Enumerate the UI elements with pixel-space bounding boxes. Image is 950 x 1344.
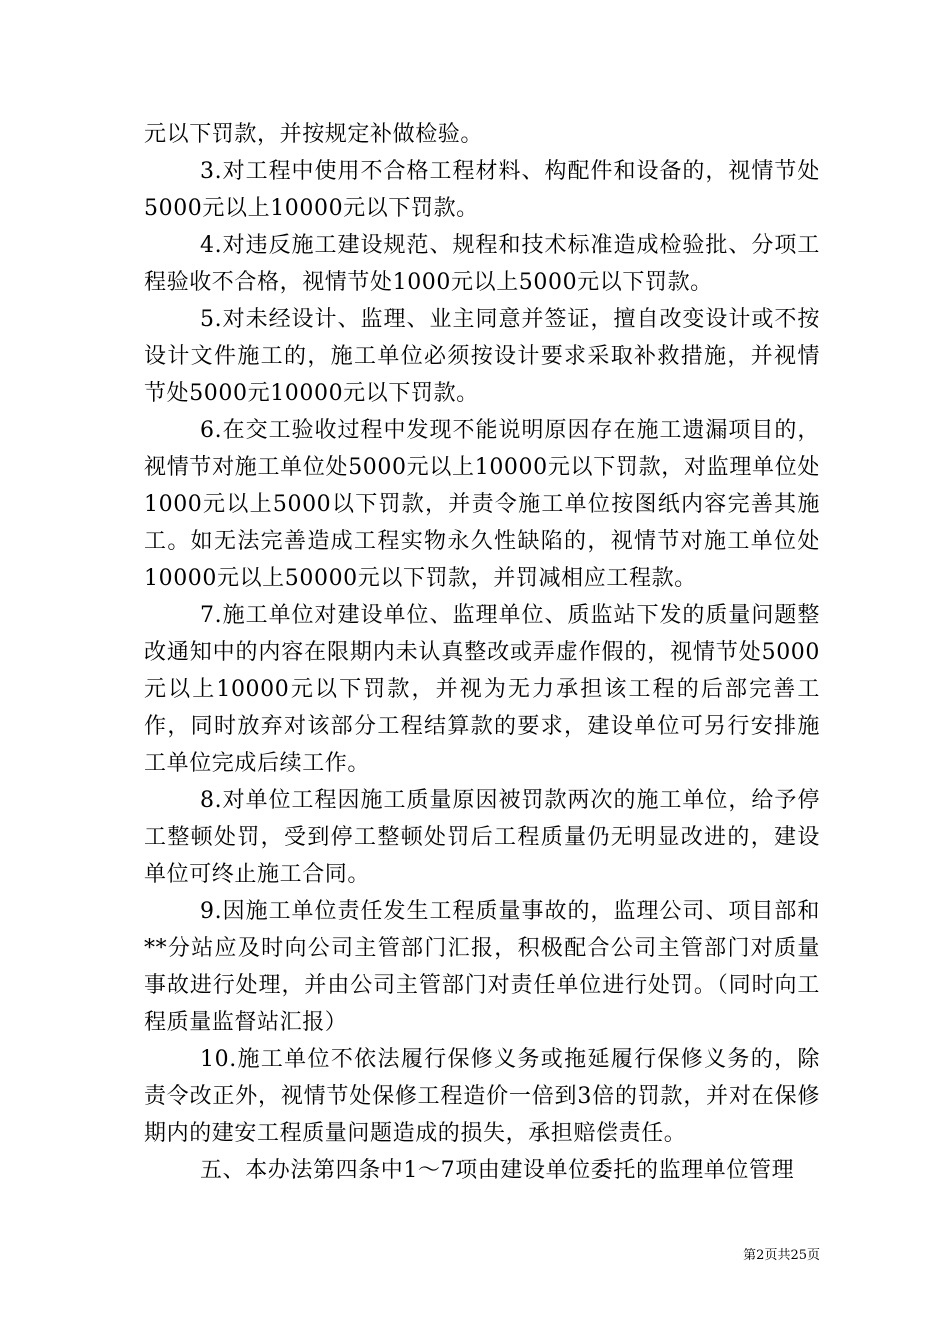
paragraph-item-4: 4.对违反施工建设规范、规程和技术标准造成检验批、分项工程验收不合格，视情节处1000元以上5000元以下罚款。 [144, 233, 820, 295]
document-body [144, 116, 820, 1189]
paragraph-item-10: 10.施工单位不依法履行保修义务或拖延履行保修义务的，除责令改正外，视情节处保修工程造价一倍到3倍的罚款，并对在保修期内的建安工程质量问题造成的损失，承担赔偿责任。 [144, 1047, 820, 1146]
paragraph-item-9: 9.因施工单位责任发生工程质量事故的，监理公司、项目部和**分站应及时向公司主管部门汇报，积极配合公司主管部门对质量事故进行处理，并由公司主管部门对责任单位进行处罚。（同时向工程质量监督站汇报） [144, 899, 820, 1035]
paragraph-item-7: 7.施工单位对建设单位、监理单位、质监站下发的质量问题整改通知中的内容在限期内未认真整改或弄虚作假的，视情节处5000元以上10000元以下罚款，并视为无力承担该工程的后部完善工作，同时放弃对该部分工程结算款的要求，建设单位可另行安排施工单位完成后续工作。 [144, 603, 820, 776]
page-number-footer: 第2页共25页 [743, 1248, 820, 1263]
paragraph-item-3: 3.对工程中使用不合格工程材料、构配件和设备的，视情节处5000元以上10000元以下罚款。 [144, 159, 820, 221]
paragraph-item-6: 6.在交工验收过程中发现不能说明原因存在施工遗漏项目的，视情节对施工单位处5000元以上10000元以下罚款，对监理单位处1000元以上5000以下罚款，并责令施工单位按图纸内容完善其施工。如无法完善造成工程实物永久性缺陷的，视情节对施工单位处10000元以上50000元以下罚款，并罚减相应工程款。 [144, 418, 820, 591]
paragraph-section-5: 五、本办法第四条中1～7项由建设单位委托的监理单位管理 [200, 1158, 795, 1183]
paragraph-item-5: 5.对未经设计、监理、业主同意并签证，擅自改变设计或不按设计文件施工的，施工单位必须按设计要求采取补救措施，并视情节处5000元10000元以下罚款。 [144, 307, 820, 406]
paragraph-continuation: 元以下罚款，并按规定补做检验。 [144, 122, 484, 147]
paragraph-item-8: 8.对单位工程因施工质量原因被罚款两次的施工单位，给予停工整顿处罚，受到停工整顿处罚后工程质量仍无明显改进的，建设单位可终止施工合同。 [144, 788, 820, 887]
